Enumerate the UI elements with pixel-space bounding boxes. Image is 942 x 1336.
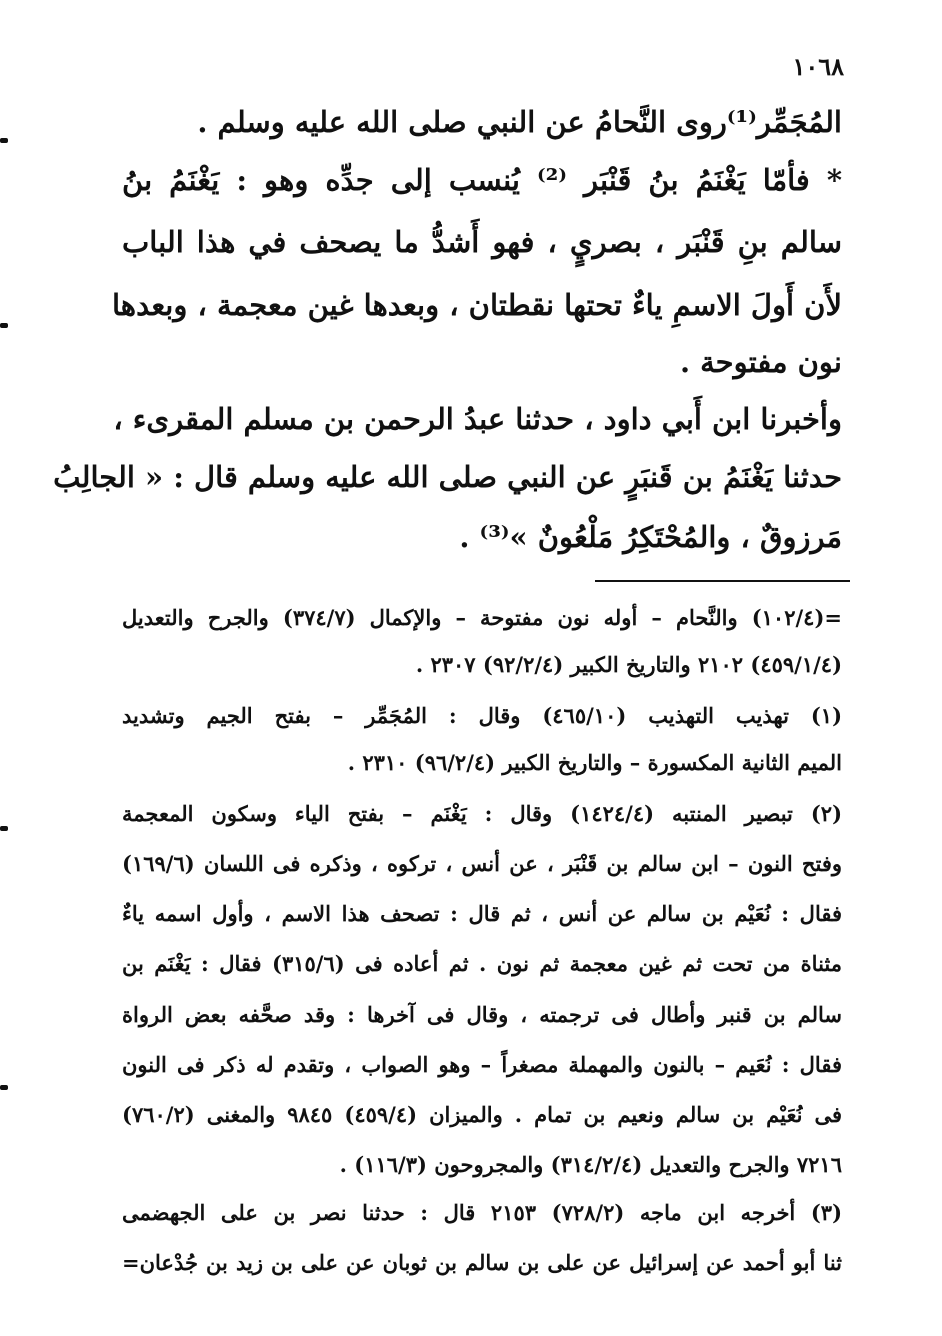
footnote-line: وفتح النون – ابن سالم بن قَنْبَر ، عن أنس ، تركوه ، وذكره فى اللسان (١٦٩/٦)	[122, 851, 842, 876]
main-text-line: مَرزوقٌ ، والمُحْتَكِرُ مَلْعُونٌ »⁽³⁾ .	[459, 520, 842, 554]
footnote-line: فى نُعَيْم بن سالم ونعيم بن تمام . والميزان (٤٥٩/٤) ٩٨٤٥ والمغنى (٧٦٠/٢)	[122, 1102, 842, 1127]
footnote-line: مثناة من تحت ثم غين معجمة ثم نون . ثم أعاده فى (٣١٥/٦) فقال : يَغْنَم بن	[122, 951, 842, 976]
main-text-line: المُجَمِّر⁽¹⁾روى النَّحامُ عن النبي صلى الله عليه وسلم .	[197, 105, 842, 139]
main-text-line: وأخبرنا ابن أَبي داود ، حدثنا عبدُ الرحمن بن مسلم المقرىء ،	[113, 402, 842, 436]
footnote-divider	[595, 580, 850, 582]
footnote-line: =(١٠٢/٤) والنَّحام – أوله نون مفتوحة – والإكمال (٣٧٤/٧) والجرح والتعديل	[122, 605, 842, 630]
scan-margin-mark	[0, 1085, 8, 1090]
scan-margin-mark	[0, 323, 8, 328]
main-text-line: حدثنا يَغْنَمُ بن قَنبَرٍ عن النبي صلى الله عليه وسلم قال : « الجالِبُ	[53, 460, 842, 494]
main-text-line: لأَن أَولَ الاسمِ ياءٌ تحتها نقطتان ، وبعدها غين معجمة ، وبعدها	[111, 288, 842, 322]
main-text-line: سالم بنِ قَنْبَر ، بصريٍ ، فهو أَشدُّ ما يصحف في هذا الباب	[122, 225, 842, 259]
main-text-line: نون مفتوحة .	[679, 345, 842, 379]
footnote-line: سالم بن قنبر وأطال فى ترجمته ، وقال فى آخرها : وقد صحَّفه بعض الرواة	[122, 1002, 842, 1027]
footnote-line: الميم الثانية المكسورة – والتاريخ الكبير (٩٦/٢/٤) ٢٣١٠ .	[347, 750, 842, 775]
footnote-line: (٢) تبصير المنتبه (١٤٢٤/٤) وقال : يَغْنَم – بفتح الياء وسكون المعجمة	[122, 801, 842, 826]
footnote-line: (٤٥٩/١/٤) ٢١٠٢ والتاريخ الكبير (٩٢/٢/٤) ٢٣٠٧ .	[415, 652, 842, 677]
scan-margin-mark	[0, 138, 8, 143]
page-number: ١٠٦٨	[792, 52, 844, 81]
scan-margin-mark	[0, 826, 8, 831]
footnote-line: فقال : نُعَيم – بالنون والمهملة مصغراً – وهو الصواب ، وتقدم له ذكر فى النون	[122, 1052, 842, 1077]
main-text-line: * فأمّا يَغْنَمُ بنُ قَنْبَر ⁽²⁾ يُنسب إلى جدِّه وهو : يَغْنَمُ بنُ	[122, 163, 842, 197]
footnote-line: فقال : نُعَيْم بن سالم عن أنس ، ثم قال : تصحف هذا الاسم ، وأول اسمه ياءٌ	[122, 901, 842, 926]
footnote-line: ٧٢١٦ والجرح والتعديل (٣١٤/٢/٤) والمجروحون (١١٦/٣) .	[339, 1152, 842, 1177]
footnote-line: ثنا أبو أحمد عن إسرائيل عن على بن سالم بن ثوبان عن على بن زيد بن جُدْعان=	[122, 1250, 842, 1275]
footnote-line: (٣) أخرجه ابن ماجه (٧٢٨/٢) ٢١٥٣ قال : حدثنا نصر بن على الجهضمى	[122, 1200, 843, 1225]
footnote-line: (١) تهذيب التهذيب (٤٦٥/١٠) وقال : المُجَمِّر – بفتح الجيم وتشديد	[122, 703, 842, 728]
